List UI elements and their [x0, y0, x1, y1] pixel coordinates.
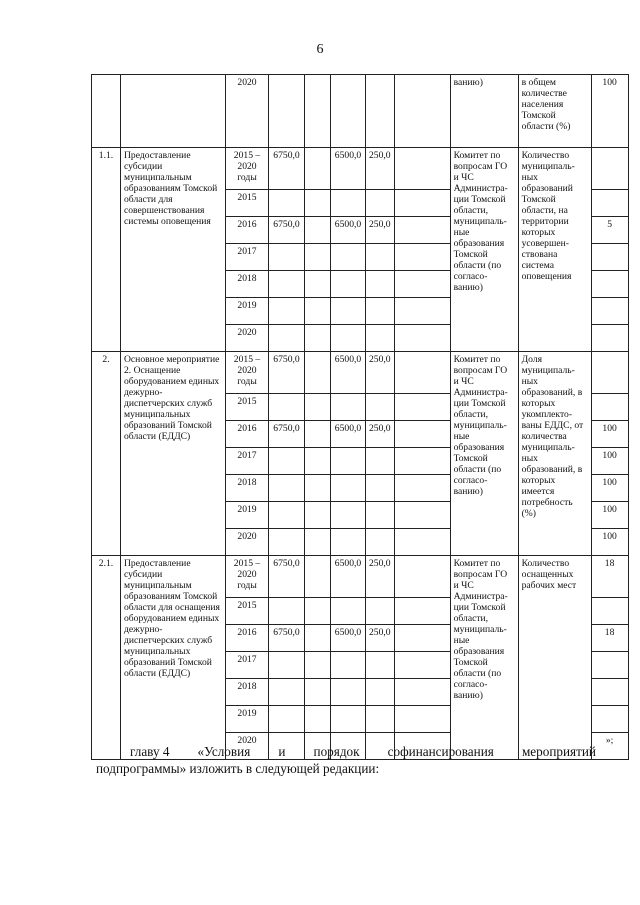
cell-total	[269, 679, 305, 706]
cell-indicator: 100	[591, 502, 628, 529]
cell-indicator	[591, 325, 628, 352]
cell-other	[394, 394, 450, 421]
cell-other	[394, 679, 450, 706]
cell-year: 2015	[226, 394, 269, 421]
cell-indicator	[591, 271, 628, 298]
cell-other	[394, 652, 450, 679]
cell-federal	[305, 217, 331, 244]
cell-local	[366, 475, 395, 502]
cell-federal	[305, 679, 331, 706]
cell-year: 2015 – 2020 годы	[226, 352, 269, 394]
cell-total	[269, 190, 305, 217]
cell-regional	[331, 190, 366, 217]
cell-total	[269, 475, 305, 502]
cell-number: 2.1.	[92, 556, 121, 760]
continued-row	[92, 75, 629, 148]
cell-regional: 6500,0	[331, 352, 366, 394]
paragraph-word: порядок	[313, 744, 360, 759]
cell-name: Основное мероприятие 2. Оснащение оборудованием единых дежурно-диспетчерских служб муниципальных образований Томской области (ЕДДС)	[121, 352, 226, 556]
cell-criterion: Количество оснащенных рабочих мест	[518, 556, 591, 760]
cell-criterion: в общем количестве населения Томской области (%)	[518, 75, 591, 148]
cell-local	[366, 502, 395, 529]
paragraph-word: мероприятий	[521, 744, 596, 759]
cell-criterion: Количество муниципаль-ных образований Томской области, на территории которых усовершен-ствована система оповещения	[518, 148, 591, 352]
cell-federal	[305, 625, 331, 652]
cell-federal	[305, 448, 331, 475]
cell-federal	[305, 556, 331, 598]
cell-indicator: »;	[591, 733, 628, 760]
cell-indicator	[591, 190, 628, 217]
cell-other	[394, 598, 450, 625]
cell-total	[269, 652, 305, 679]
cell-total: 6750,0	[269, 625, 305, 652]
cell-regional	[331, 325, 366, 352]
cell-year: 2017	[226, 448, 269, 475]
cell-local	[366, 394, 395, 421]
cell-year: 2017	[226, 244, 269, 271]
cell-year: 2018	[226, 475, 269, 502]
cell-total: 6750,0	[269, 148, 305, 190]
cell-local	[366, 448, 395, 475]
cell-regional	[331, 298, 366, 325]
cell-year: 2019	[226, 298, 269, 325]
cell-other	[394, 325, 450, 352]
cell-name: Предоставление субсидии муниципальным образованиям Томской области для совершенствования системы оповещения	[121, 148, 226, 352]
cell-total	[269, 298, 305, 325]
cell-year: 2020	[226, 325, 269, 352]
table-row	[92, 352, 629, 394]
cell-local	[366, 271, 395, 298]
cell-regional	[331, 529, 366, 556]
cell-year: 2017	[226, 652, 269, 679]
paragraph-line-2: подпрограммы» изложить в следующей редакции:	[96, 761, 380, 776]
cell-regional: 6500,0	[331, 148, 366, 190]
cell-local: 250,0	[366, 556, 395, 598]
cell-federal	[305, 148, 331, 190]
cell-name: Предоставление субсидии муниципальным образованиям Томской области для оснащения оборудованием единых дежурно-диспетчерских служб муниципальных образований Томской области (ЕДДС)	[121, 556, 226, 760]
cell-regional: 6500,0	[331, 625, 366, 652]
cell-total: 6750,0	[269, 217, 305, 244]
cell-total	[269, 598, 305, 625]
cell-year: 2018	[226, 679, 269, 706]
cell-federal	[305, 502, 331, 529]
cell-other	[394, 298, 450, 325]
cell-other	[394, 706, 450, 733]
cell-local	[366, 529, 395, 556]
cell-indicator: 100	[591, 475, 628, 502]
cell-other	[394, 75, 450, 148]
cell-year: 2019	[226, 706, 269, 733]
paragraph-word: и	[278, 744, 286, 759]
cell-executor: ванию)	[450, 75, 518, 148]
cell-other	[394, 244, 450, 271]
cell-federal	[305, 421, 331, 448]
cell-local	[366, 244, 395, 271]
cell-total	[269, 502, 305, 529]
cell-regional	[331, 598, 366, 625]
cell-regional	[331, 75, 366, 148]
cell-federal	[305, 298, 331, 325]
paragraph-line-1	[96, 743, 596, 760]
subprogram-measures-table	[91, 74, 629, 760]
cell-federal	[305, 352, 331, 394]
cell-regional: 6500,0	[331, 421, 366, 448]
cell-indicator	[591, 706, 628, 733]
cell-local: 250,0	[366, 421, 395, 448]
page-number: 6	[316, 42, 324, 57]
cell-indicator	[591, 244, 628, 271]
cell-regional	[331, 475, 366, 502]
cell-regional	[331, 271, 366, 298]
cell-regional: 6500,0	[331, 556, 366, 598]
cell-local	[366, 298, 395, 325]
cell-federal	[305, 190, 331, 217]
cell-indicator	[591, 298, 628, 325]
paragraph-word: софинансирования	[387, 744, 494, 759]
table-row	[92, 148, 629, 190]
cell-total	[269, 325, 305, 352]
cell-indicator	[591, 652, 628, 679]
cell-federal	[305, 706, 331, 733]
cell-federal	[305, 529, 331, 556]
cell-indicator: 100	[591, 75, 628, 148]
paragraph-word: «Условия	[197, 744, 251, 759]
paragraph-word: главу 4	[130, 744, 170, 759]
table-row	[92, 556, 629, 598]
cell-number: 2.	[92, 352, 121, 556]
cell-year: 2015 – 2020 годы	[226, 148, 269, 190]
cell-indicator: 5	[591, 217, 628, 244]
cell-local	[366, 75, 395, 148]
cell-local	[366, 598, 395, 625]
cell-indicator	[591, 352, 628, 394]
cell-executor: Комитет по вопросам ГО и ЧС Администра-ции Томской области, муниципаль-ные образования Томской области (по согласо-ванию)	[450, 556, 518, 760]
cell-other	[394, 352, 450, 394]
cell-indicator: 100	[591, 448, 628, 475]
cell-federal	[305, 271, 331, 298]
cell-indicator: 100	[591, 421, 628, 448]
cell-local: 250,0	[366, 625, 395, 652]
cell-other	[394, 556, 450, 598]
cell-year: 2018	[226, 271, 269, 298]
cell-total	[269, 244, 305, 271]
cell-other	[394, 217, 450, 244]
cell-executor: Комитет по вопросам ГО и ЧС Администра-ции Томской области, муниципаль-ные образования Томской области (по согласо-ванию)	[450, 148, 518, 352]
cell-name	[121, 75, 226, 148]
cell-regional	[331, 652, 366, 679]
cell-local: 250,0	[366, 217, 395, 244]
cell-other	[394, 148, 450, 190]
cell-local	[366, 652, 395, 679]
cell-other	[394, 190, 450, 217]
cell-other	[394, 625, 450, 652]
cell-total	[269, 529, 305, 556]
cell-other	[394, 502, 450, 529]
cell-federal	[305, 244, 331, 271]
cell-other	[394, 529, 450, 556]
cell-federal	[305, 394, 331, 421]
cell-regional	[331, 244, 366, 271]
cell-number	[92, 75, 121, 148]
cell-other	[394, 475, 450, 502]
cell-year: 2019	[226, 502, 269, 529]
cell-other	[394, 421, 450, 448]
cell-year: 2020	[226, 75, 269, 148]
cell-number: 1.1.	[92, 148, 121, 352]
cell-federal	[305, 325, 331, 352]
cell-year: 2020	[226, 529, 269, 556]
cell-regional	[331, 502, 366, 529]
cell-other	[394, 271, 450, 298]
cell-indicator	[591, 394, 628, 421]
cell-total: 6750,0	[269, 352, 305, 394]
cell-year: 2016	[226, 625, 269, 652]
cell-year: 2020	[226, 733, 269, 760]
cell-year: 2015 – 2020 годы	[226, 556, 269, 598]
cell-indicator: 18	[591, 625, 628, 652]
cell-indicator: 18	[591, 556, 628, 598]
body-paragraph	[96, 743, 596, 777]
cell-local: 250,0	[366, 352, 395, 394]
cell-federal	[305, 475, 331, 502]
cell-other	[394, 448, 450, 475]
cell-federal	[305, 652, 331, 679]
cell-regional	[331, 394, 366, 421]
cell-local	[366, 325, 395, 352]
cell-indicator	[591, 679, 628, 706]
cell-year: 2016	[226, 217, 269, 244]
cell-local	[366, 679, 395, 706]
cell-total	[269, 706, 305, 733]
table-body	[92, 75, 629, 760]
cell-regional: 6500,0	[331, 217, 366, 244]
cell-local	[366, 706, 395, 733]
cell-federal	[305, 75, 331, 148]
cell-total	[269, 448, 305, 475]
cell-year: 2016	[226, 421, 269, 448]
cell-indicator: 100	[591, 529, 628, 556]
cell-total: 6750,0	[269, 421, 305, 448]
cell-federal	[305, 598, 331, 625]
cell-total	[269, 271, 305, 298]
cell-local: 250,0	[366, 148, 395, 190]
cell-local	[366, 190, 395, 217]
cell-regional	[331, 448, 366, 475]
cell-year: 2015	[226, 190, 269, 217]
cell-criterion: Доля муниципаль-ных образований, в которых укомплекто-ваны ЕДДС, от количества муниципаль-ных образований, в которых имеется потребность (%)	[518, 352, 591, 556]
cell-executor: Комитет по вопросам ГО и ЧС Администра-ции Томской области, муниципаль-ные образования Томской области (по согласо-ванию)	[450, 352, 518, 556]
cell-indicator	[591, 148, 628, 190]
cell-total	[269, 75, 305, 148]
cell-total	[269, 394, 305, 421]
cell-year: 2015	[226, 598, 269, 625]
cell-indicator	[591, 598, 628, 625]
cell-regional	[331, 679, 366, 706]
cell-regional	[331, 706, 366, 733]
cell-total: 6750,0	[269, 556, 305, 598]
